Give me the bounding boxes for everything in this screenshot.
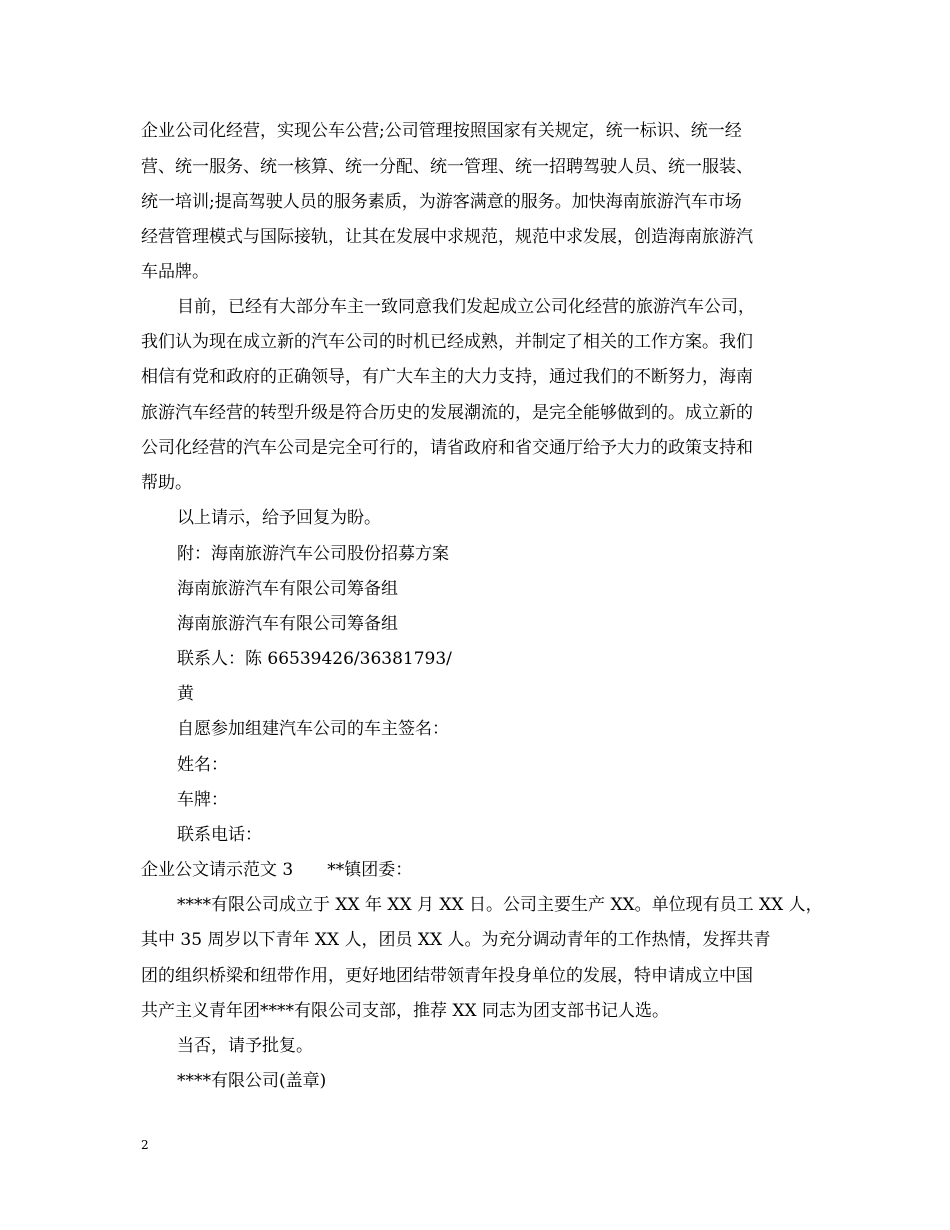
paragraph-line: 帮助。	[141, 473, 192, 493]
name-field-label: 姓名：	[177, 755, 228, 775]
paragraph-line: 营、统一服务、统一核算、统一分配、统一管理、统一招聘驾驶人员、统一服装、	[141, 157, 753, 177]
paragraph-line: 目前，已经有大部分车主一致同意我们发起成立公司化经营的旅游汽车公司，	[177, 297, 755, 317]
paragraph-line: 其中 35 周岁以下青年 XX 人，团员 XX 人。为充分调动青年的工作热情，发挥共青	[141, 930, 771, 950]
paragraph-line: ****有限公司成立于 XX 年 XX 月 XX 日。公司主要生产 XX。单位现有员工 XX 人，	[177, 895, 823, 915]
paragraph-line: 统一培训;提高驾驶人员的服务素质，为游客满意的服务。加快海南旅游汽车市场	[141, 192, 742, 212]
paragraph-line: 共产主义青年团****有限公司支部，推荐 XX 同志为团支部书记人选。	[141, 1001, 670, 1021]
organization-name: 海南旅游汽车有限公司筹备组	[177, 614, 398, 634]
organization-name: 海南旅游汽车有限公司筹备组	[177, 579, 398, 599]
closing-request: 以上请示，给予回复为盼。	[177, 508, 381, 528]
attachment-note: 附：海南旅游汽车公司股份招募方案	[177, 544, 449, 564]
section-heading: 企业公文请示范文 3 **镇团委：	[141, 860, 413, 880]
contact-person-2: 黄	[177, 684, 194, 704]
paragraph-line: 团的组织桥梁和纽带作用，更好地团结带领青年投身单位的发展，特申请成立中国	[141, 966, 753, 986]
contact-person: 联系人：陈 66539426/36381793/	[177, 649, 452, 669]
paragraph-line: 相信有党和政府的正确领导，有广大车主的大力支持，通过我们的不断努力，海南	[141, 367, 753, 387]
phone-field-label: 联系电话：	[177, 825, 262, 845]
plate-field-label: 车牌：	[177, 790, 228, 810]
approval-request: 当否，请予批复。	[177, 1036, 313, 1056]
paragraph-line: 车品牌。	[141, 262, 209, 282]
paragraph-line: 企业公司化经营，实现公车公营;公司管理按照国家有关规定，统一标识、统一经	[141, 121, 742, 141]
company-seal-line: ****有限公司(盖章)	[177, 1071, 327, 1091]
paragraph-line: 我们认为现在成立新的汽车公司的时机已经成熟，并制定了相关的工作方案。我们	[141, 332, 753, 352]
paragraph-line: 经营管理模式与国际接轨，让其在发展中求规范，规范中求发展，创造海南旅游汽	[141, 227, 753, 247]
paragraph-line: 公司化经营的汽车公司是完全可行的，请省政府和省交通厅给予大力的政策支持和	[141, 438, 753, 458]
page-number: 2	[141, 1138, 149, 1152]
signature-heading: 自愿参加组建汽车公司的车主签名：	[177, 719, 449, 739]
paragraph-line: 旅游汽车经营的转型升级是符合历史的发展潮流的，是完全能够做到的。成立新的	[141, 403, 753, 423]
